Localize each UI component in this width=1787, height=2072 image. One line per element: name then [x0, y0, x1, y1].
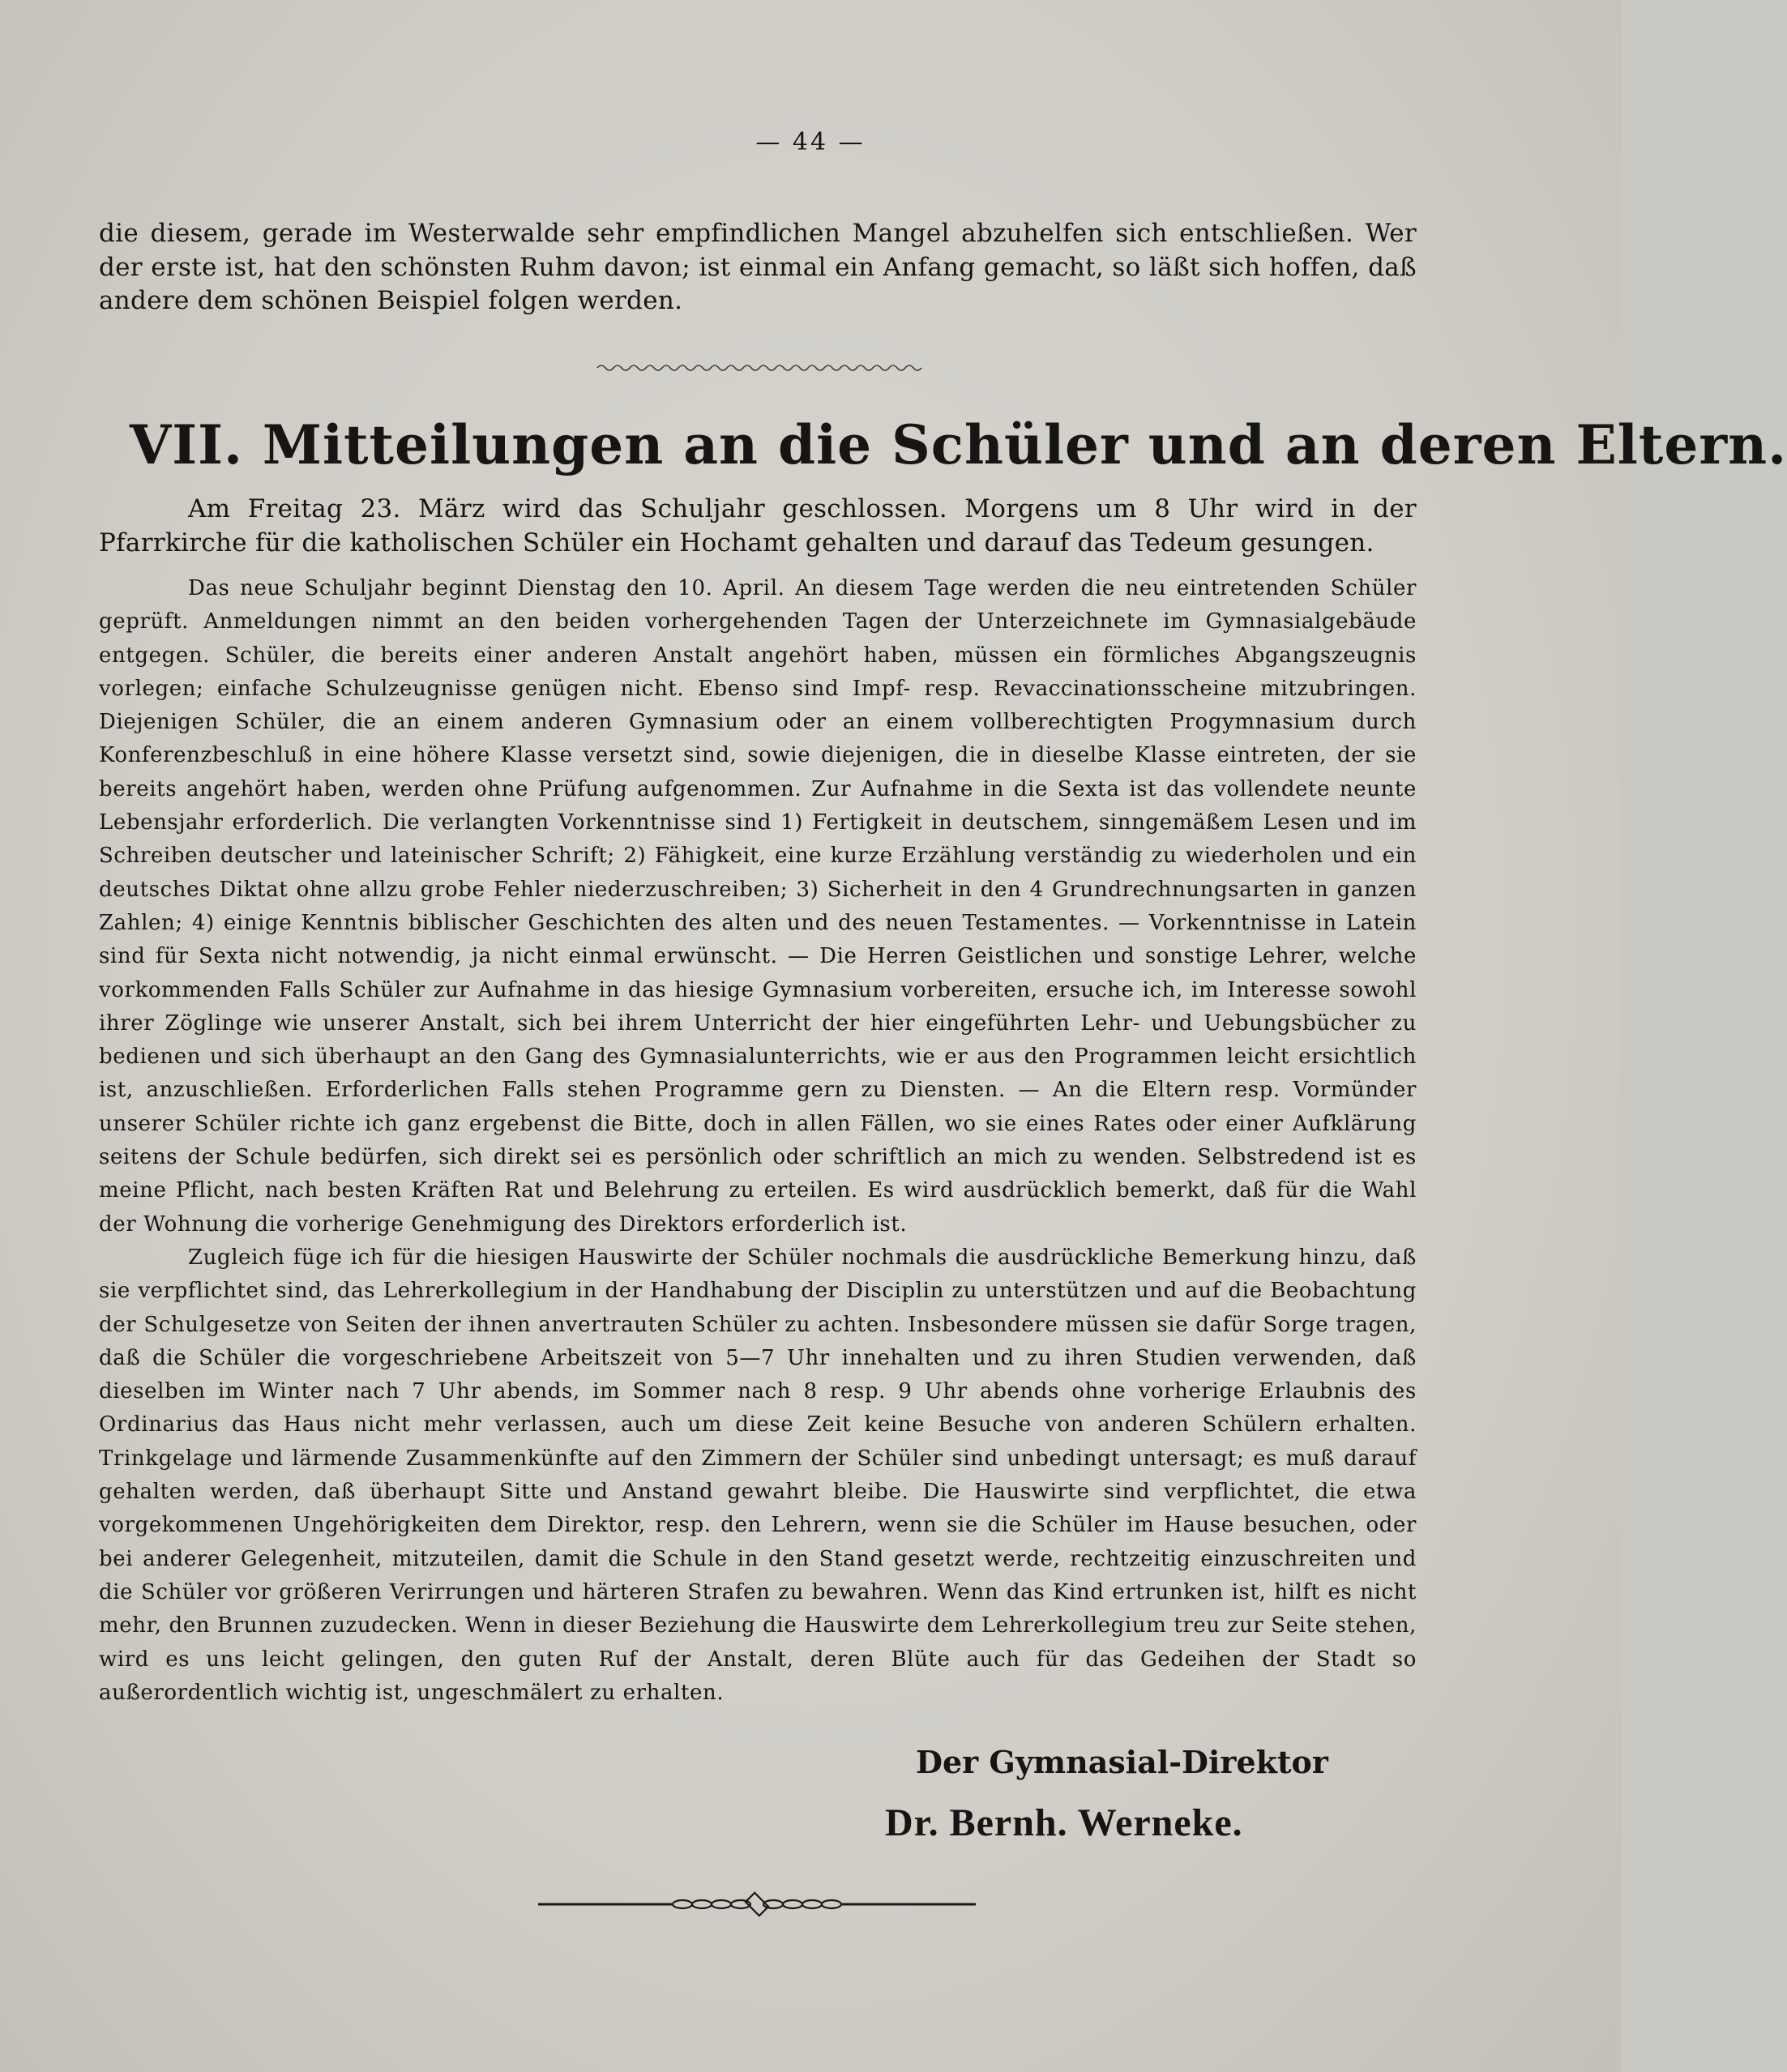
ornamental-rule [538, 1895, 976, 1914]
closing-text: Am Freitag 23. März wird das Schuljahr geschlossen. Morgens um 8 Uhr wird in der Pfarrkirche für die katholischen Schüler ein Hochamt gehalten und darauf das Tedeum gesungen. [99, 494, 1417, 558]
new-year-paragraph: Das neue Schuljahr beginnt Dienstag den 10. April. An diesem Tage werden die neu eintretenden Schüler geprüft. Anmeldungen nimmt an den beiden vorhergehenden Tagen der Unterzeichnete im Gymnasialgebäude entgegen. Schüler, die bereits einer anderen Anstalt angehört haben, müssen ein förmliches Abgangszeugnis vorlegen; einfache Schulzeugnisse genügen nicht. Ebenso sind Impf- resp. Revaccinationsscheine mitzubringen. Diejenigen Schüler, die an einem anderen Gymnasium oder an einem vollberechtigten Progymnasium durch Konferenzbeschluß in eine höhere Klasse versetzt sind, sowie diejenigen, die in dieselbe Klasse eintreten, der sie bereits angehört haben, werden ohne Prüfung aufgenommen. Zur Aufnahme in die Sexta ist das vollendete neunte Lebensjahr erforderlich. Die verlangten Vorkenntnisse sind 1) Fertigkeit in deutschem, sinngemäßem Lesen und im Schreiben deutscher und lateinischer Schrift; 2) Fähigkeit, eine kurze Erzählung verständig zu wiederholen und ein deutsches Diktat ohne allzu grobe Fehler niederzuschreiben; 3) Sicherheit in den 4 Grundrechnungsarten in ganzen Zahlen; 4) einige Kenntnis biblischer Geschichten des alten und des neuen Testamentes. — Vorkenntnisse in Latein sind für Sexta nicht notwendig, ja nicht einmal erwünscht. — Die Herren Geistlichen und sonstige Lehrer, welche vorkommenden Falls Schüler zur Aufnahme in das hiesige Gymnasium vorbereiten, ersuche ich, im Interesse sowohl ihrer Zöglinge wie unserer Anstalt, sich bei ihrem Unterricht der hier eingeführten Lehr- und Uebungsbücher zu bedienen und sich überhaupt an den Gang des Gymnasialunterrichts, wie er aus den Programmen leicht ersichtlich ist, anzuschließen. Erforderlichen Falls stehen Programme gern zu Diensten. — An die Eltern resp. Vormünder unserer Schüler richte ich ganz ergebenst die Bitte, doch in allen Fällen, wo sie eines Rates oder einer Aufklärung seitens der Schule bedürfen, sich direkt sei es persönlich oder schriftlich an mich zu wenden. Selbstredend ist es meine Pflicht, nach besten Kräften Rat und Belehrung zu erteilen. Es wird ausdrücklich bemerkt, daß für die Wahl der Wohnung die vorherige Genehmigung des Direktors erforderlich ist. [99, 576, 1417, 1237]
signature-title: Der Gymnasial-Direktor [916, 1744, 1328, 1780]
main-text [99, 572, 1417, 1710]
intro-paragraph: die diesem, gerade im Westerwalde sehr empfindlichen Mangel abzuhelfen sich entschließen. Wer der erste ist, hat den schönsten Ruhm davon; ist einmal ein Anfang gemacht, so läßt sich hoffen, daß andere dem schönen Beispiel folgen werden. [99, 219, 1417, 316]
closing-paragraph [99, 492, 1417, 560]
wavy-divider [597, 361, 921, 374]
signature-name: Dr. Bernh. Werneke. [885, 1801, 1243, 1844]
section-heading: VII. Mitteilungen an die Schüler und an deren Eltern. [130, 413, 1787, 476]
page-number: — 44 — [755, 128, 866, 156]
landlords-paragraph: Zugleich füge ich für die hiesigen Hauswirte der Schüler nochmals die ausdrückliche Bemerkung hinzu, daß sie verpflichtet sind, das Lehrerkollegium in der Handhabung der Disciplin zu unterstützen und auf die Beobachtung der Schulgesetze von Seiten der ihnen anvertrauten Schüler zu achten. Insbesondere müssen sie dafür Sorge tragen, daß die Schüler die vorgeschriebene Arbeitszeit von 5—7 Uhr innehalten und zu ihren Studien verwenden, daß dieselben im Winter nach 7 Uhr abends, im Sommer nach 8 resp. 9 Uhr abends ohne vorherige Erlaubnis des Ordinarius das Haus nicht mehr verlassen, auch um diese Zeit keine Besuche von anderen Schülern erhalten. Trinkgelage und lärmende Zusammenkünfte auf den Zimmern der Schüler sind unbedingt untersagt; es muß darauf gehalten werden, daß überhaupt Sitte und Anstand gewahrt bleibe. Die Hauswirte sind verpflichtet, die etwa vorgekommenen Ungehörigkeiten dem Direktor, resp. den Lehrern, wenn sie die Schüler im Hause besuchen, oder bei anderer Gelegenheit, mitzuteilen, damit die Schule in den Stand gesetzt werde, rechtzeitig einzuschreiten und die Schüler vor größeren Verirrungen und härteren Strafen zu bewahren. Wenn das Kind ertrunken ist, hilft es nicht mehr, den Brunnen zuzudecken. Wenn in dieser Beziehung die Hauswirte dem Lehrerkollegium treu zur Seite stehen, wird es uns leicht gelingen, den guten Ruf der Anstalt, deren Blüte auch für das Gedeihen der Stadt so außerordentlich wichtig ist, ungeschmälert zu erhalten. [99, 1245, 1417, 1705]
